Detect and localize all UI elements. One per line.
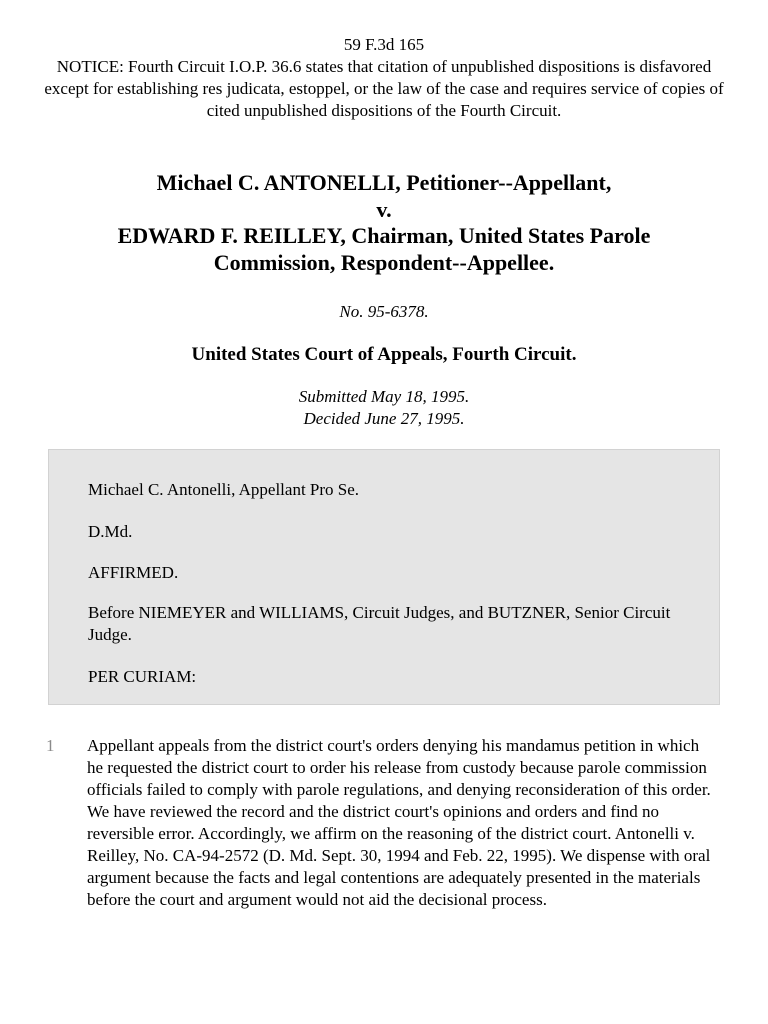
document-header <box>40 34 728 122</box>
opinion-paragraph: Appellant appeals from the district court's orders denying his mandamus petition in which he requested the district court to order his release from custody because parole commission officials failed to comply with parole regulations, and denying reconsideration of this order. We have reviewed the record and the district court's opinions and orders and find no reversible error. Accordingly, we affirm on the reasoning of the district court. Antonelli v. Reilley, No. CA-94-2572 (D. Md. Sept. 30, 1994 and Feb. 22, 1995). We dispense with oral argument because the facts and legal contentions are adequately presented in the materials before the court and argument would not aid the decisional process. <box>87 736 711 909</box>
author-line: PER CURIAM: <box>88 667 197 686</box>
district-line: D.Md. <box>88 522 133 541</box>
respondent-name-line2: Commission, Respondent--Appellee. <box>213 249 555 275</box>
court-name: United States Court of Appeals, Fourth Circuit. <box>191 344 577 365</box>
reporter-citation: 59 F.3d 165 <box>343 35 425 54</box>
petitioner-name: Michael C. ANTONELLI, Petitioner--Appellant, <box>156 170 612 195</box>
submitted-date: Submitted May 18, 1995. <box>298 387 470 406</box>
disposition-line: AFFIRMED. <box>88 563 179 582</box>
docket-number: No. 95-6378. <box>339 302 429 321</box>
decided-date: Decided June 27, 1995. <box>303 409 465 428</box>
respondent-name-line1: EDWARD F. REILLEY, Chairman, United States Parole <box>117 223 651 248</box>
counsel-line: Michael C. Antonelli, Appellant Pro Se. <box>88 480 360 499</box>
paragraph-number: 1 <box>46 736 55 755</box>
versus-label: v. <box>376 196 392 222</box>
case-caption <box>40 170 728 276</box>
case-summary-box <box>48 449 720 705</box>
unpublished-notice: NOTICE: Fourth Circuit I.O.P. 36.6 states that citation of unpublished dispositions is disfavored except for establishing res judicata, estoppel, or the law of the case and requires service of copies of cited unpublished dispositions of the Fourth Circuit. <box>44 57 724 120</box>
panel-line: Before NIEMEYER and WILLIAMS, Circuit Judges, and BUTZNER, Senior Circuit Judge. <box>88 603 671 644</box>
case-dates <box>40 386 728 430</box>
